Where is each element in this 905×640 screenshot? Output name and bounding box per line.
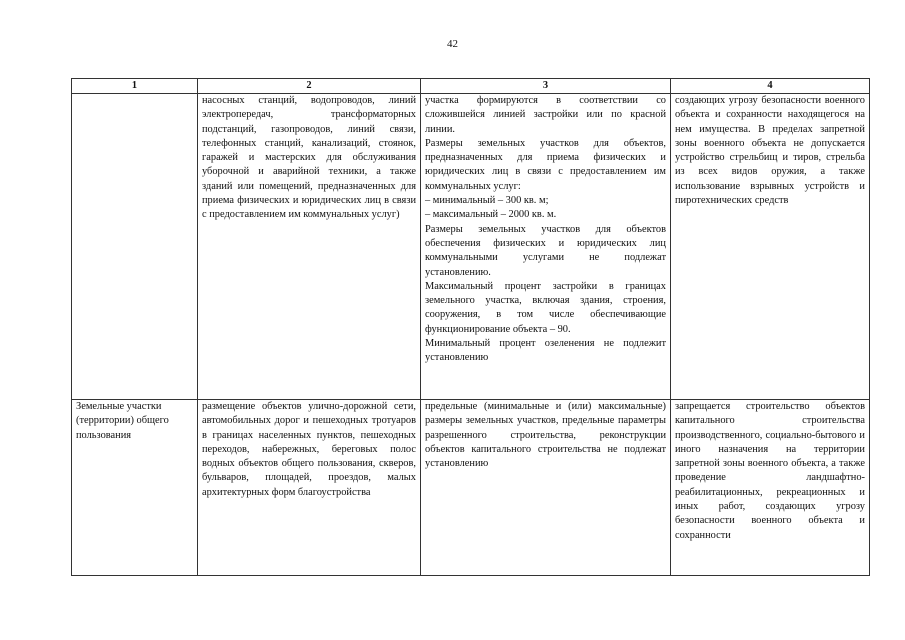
- row1-parameters-text-2: Размеры земельных участков для объектов, предназначенных для приема физических и юридических лиц в связи с предоставлением им коммунальных услуг:: [425, 137, 666, 192]
- table-row: [72, 94, 870, 400]
- row2-permitted-uses-cell: размещение объектов улично-дорожной сети, автомобильных дорог и пешеходных тротуаров в границах населенных пунктов, пешеходных переходов, набережных, береговых полос водных объектов общего пользования, скверов, бульваров, площадей, проездов, малых архитектурных форм благоустройства: [198, 400, 421, 576]
- regulations-table: [71, 78, 870, 576]
- row1-parameters-cell: [421, 94, 671, 400]
- table-row: [72, 400, 870, 576]
- row1-restrictions-cell: создающих угрозу безопасности военного объекта и сохранности находящегося на нем имущества. В пределах запретной зоны военного объекта не допускается устройство стрельбищ и тиров, стрельба из всех видов оружия, а также использование взрывных устройств и пиротехнических средств: [671, 94, 870, 400]
- row2-restrictions-cell: запрещается строительство объектов капитального строительства производственного, социально-бытового и иного назначения на территории запретной зоны военного объекта, а также проведение ландшафтно-реабилитационных, рекреационных и иных работ, создающих угрозу безопасности военного объекта и сохранности: [671, 400, 870, 576]
- row1-parameters-text-1: участка формируются в соответствии со сложившейся линией застройки или по красной линии.: [425, 95, 666, 135]
- page-number: 42: [447, 38, 458, 50]
- column-header-1: 1: [72, 79, 198, 94]
- row1-parameters-bullet-min: – минимальный – 300 кв. м;: [425, 195, 549, 207]
- table-header-row: [72, 79, 870, 94]
- row1-use-type-cell: [72, 94, 198, 400]
- column-header-2: 2: [198, 79, 421, 94]
- column-header-3: 3: [421, 79, 671, 94]
- row1-parameters-text-5: Минимальный процент озеленения не подлежит установлению: [425, 338, 666, 364]
- row1-parameters-text-3: Размеры земельных участков для объектов обеспечения физических и юридических лиц коммунальными услугами не подлежат установлению.: [425, 223, 666, 278]
- row2-parameters-cell: предельные (минимальные и (или) максимальные) размеры земельных участков, предельные параметры разрешенного строительства, реконструкции объектов капитального строительства не подлежат установлению: [421, 400, 671, 576]
- row2-use-type-cell: Земельные участки (территории) общего пользования: [72, 400, 198, 576]
- row1-parameters-text-4: Максимальный процент застройки в границах земельного участка, включая здания, строения, сооружения, в том числе обеспечивающие функционирование объекта – 90.: [425, 280, 666, 335]
- row1-permitted-uses-cell: насосных станций, водопроводов, линий электропередач, трансформаторных подстанций, газопроводов, линий связи, телефонных станций, канализаций, стоянок, гаражей и мастерских для обслуживания уборочной и аварийной техники, а также зданий или помещений, предназначенных для приема физических и юридических лиц в связи с предоставлением им коммунальных услуг): [198, 94, 421, 400]
- row1-parameters-bullet-max: – максимальный – 2000 кв. м.: [425, 209, 557, 221]
- column-header-4: 4: [671, 79, 870, 94]
